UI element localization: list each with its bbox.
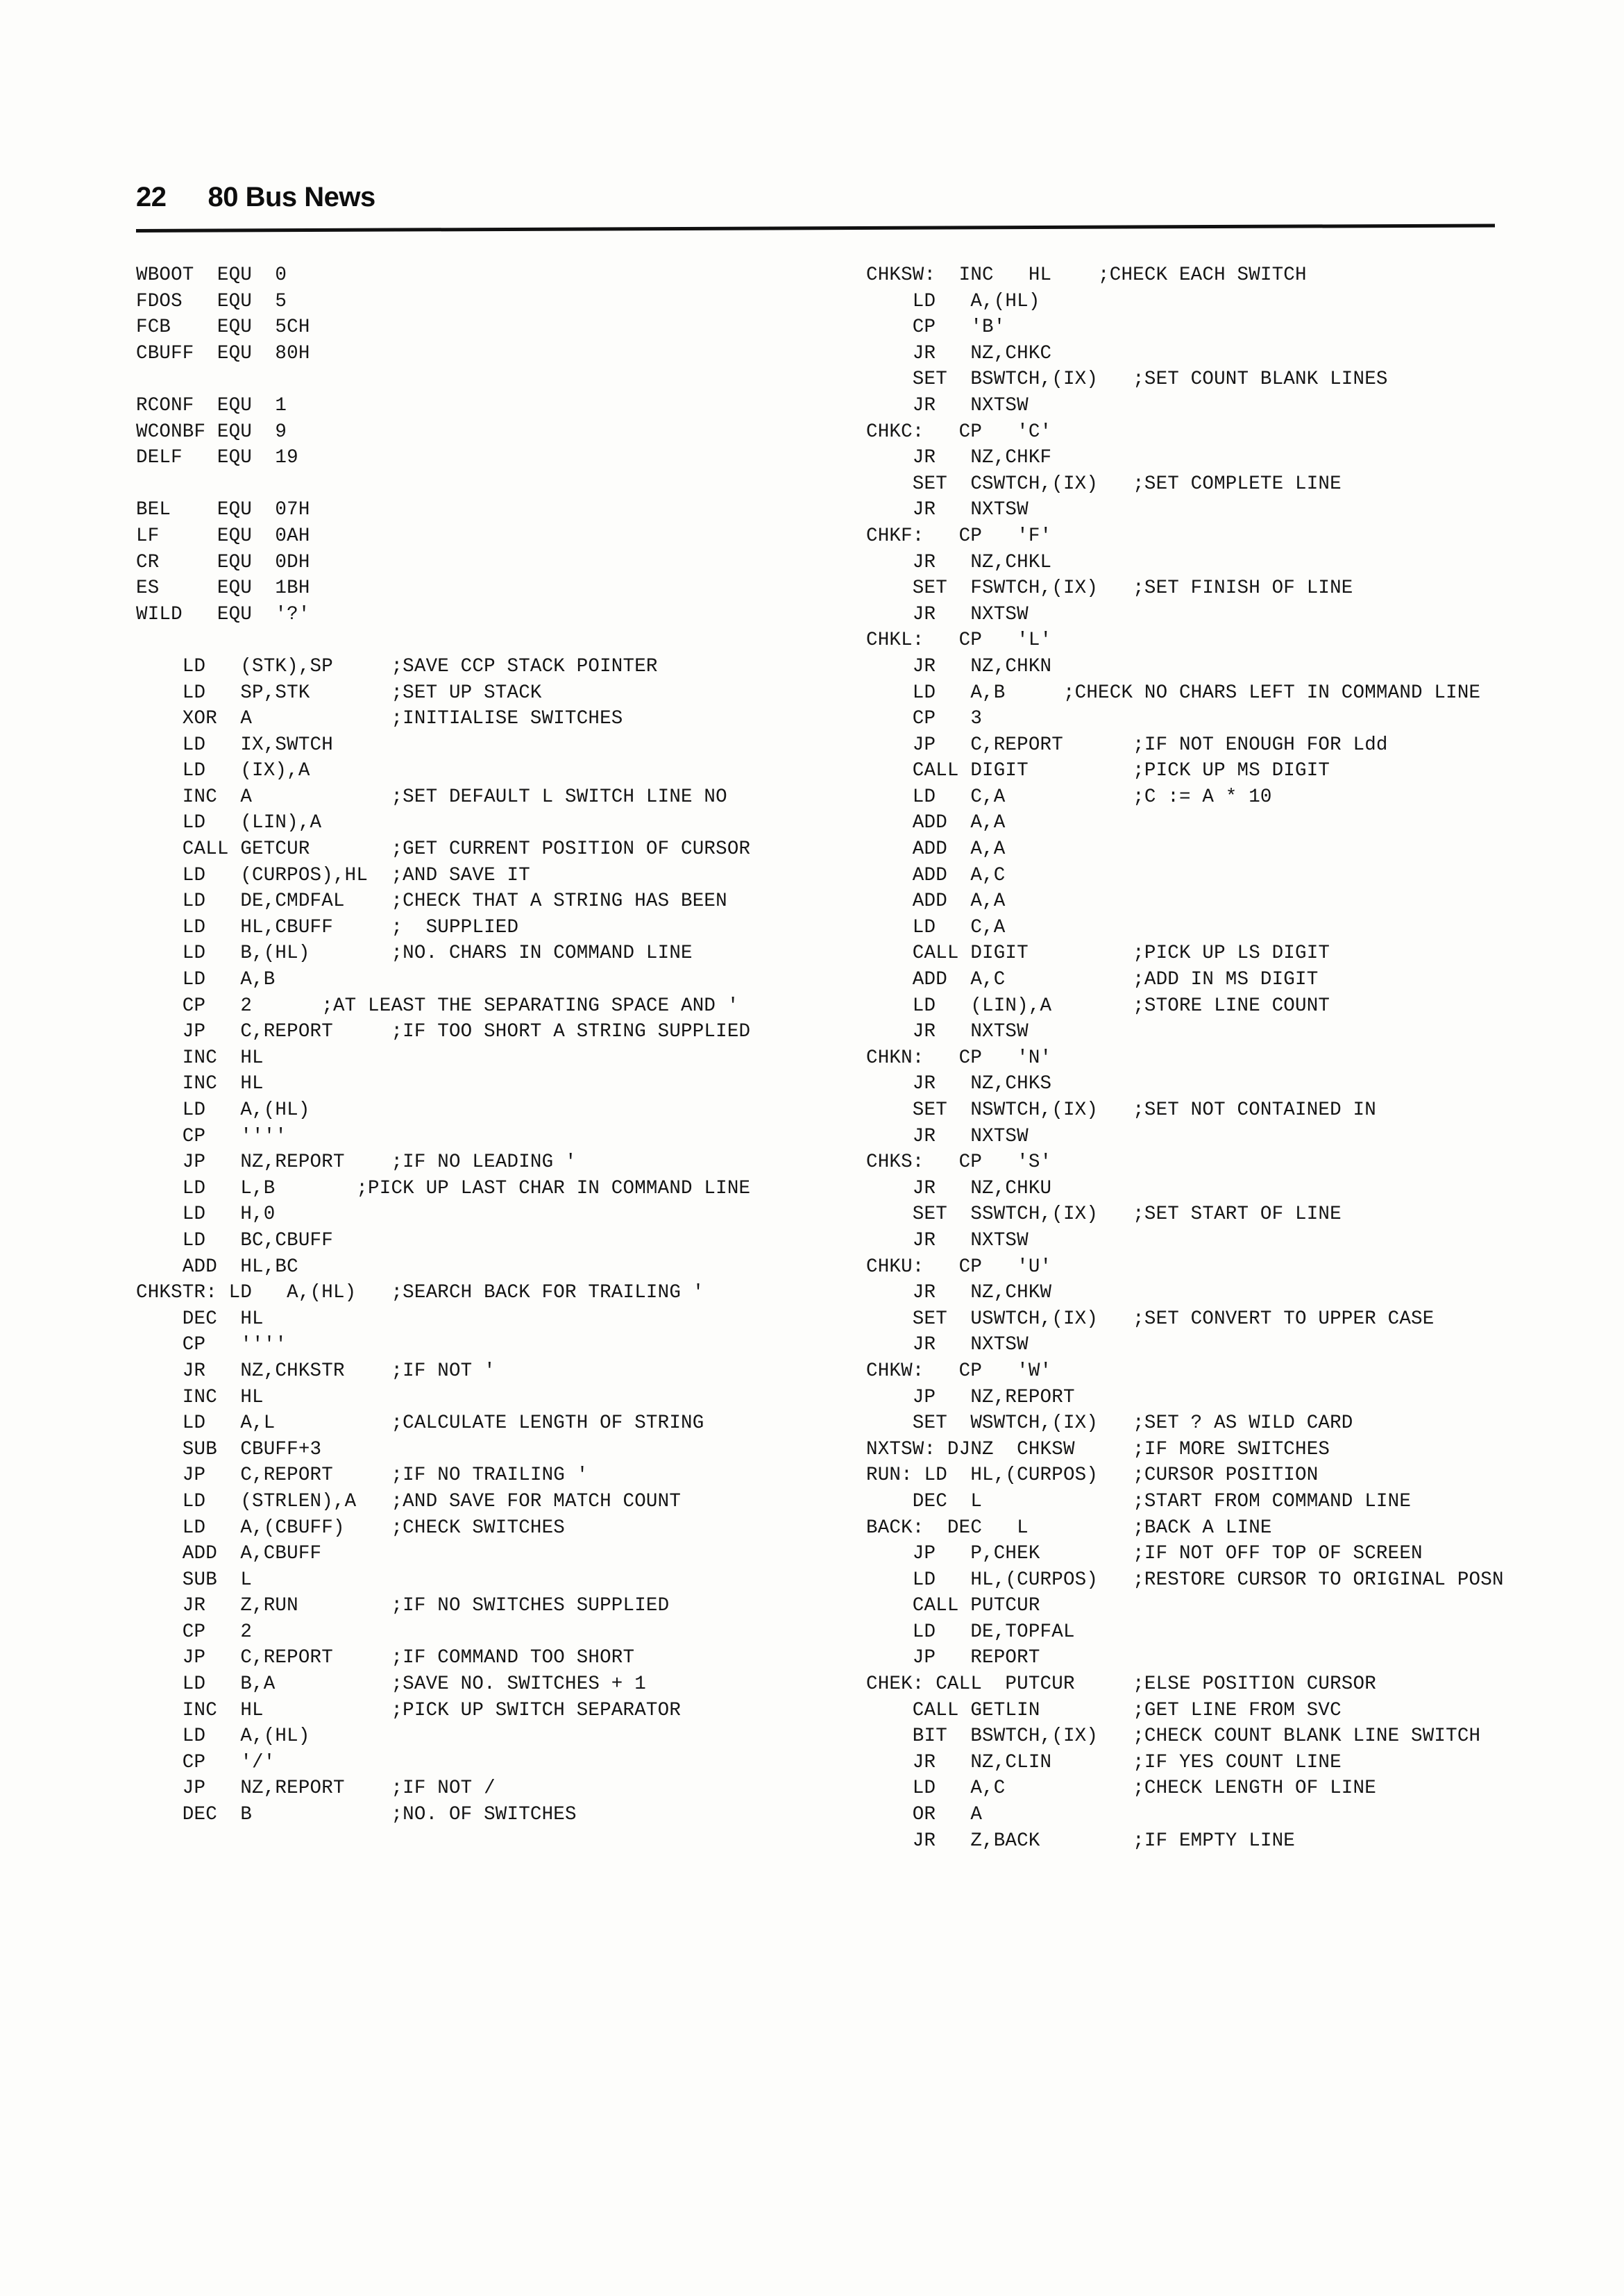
code-line: LD IX,SWTCH [136, 734, 333, 756]
code-line: JR NZ,CHKF [866, 447, 1052, 469]
code-line: JP P,CHEK ;IF NOT OFF TOP OF SCREEN [866, 1543, 1423, 1565]
code-line: LD (CURPOS),HL ;AND SAVE IT [136, 864, 530, 886]
code-line: ADD A,CBUFF [136, 1543, 322, 1565]
code-line: LD A,(CBUFF) ;CHECK SWITCHES [136, 1517, 565, 1539]
code-line: JP C,REPORT ;IF COMMAND TOO SHORT [136, 1647, 635, 1669]
code-line: LD HL,CBUFF ; SUPPLIED [136, 916, 519, 938]
code-line: LD B,(HL) ;NO. CHARS IN COMMAND LINE [136, 943, 693, 965]
code-line: JP C,REPORT ;IF TOO SHORT A STRING SUPPLIED [136, 1021, 751, 1043]
code-line: LD DE,CMDFAL ;CHECK THAT A STRING HAS BEEN [136, 890, 727, 913]
code-line: RUN: LD HL,(CURPOS) ;CURSOR POSITION [866, 1464, 1319, 1487]
code-line: CALL GETCUR ;GET CURRENT POSITION OF CURSOR [136, 838, 751, 861]
code-line: CP 3 [866, 708, 983, 730]
code-line: CHKSW: INC HL ;CHECK EACH SWITCH [866, 264, 1307, 286]
code-line: LD A,B [136, 969, 276, 991]
code-line: JR NXTSW [866, 603, 1029, 625]
code-line: SET FSWTCH,(IX) ;SET FINISH OF LINE [866, 577, 1353, 600]
code-line: CALL GETLIN ;GET LINE FROM SVC [866, 1699, 1342, 1721]
code-line: JR NZ,CHKL [866, 551, 1052, 573]
code-line: CHKF: CP 'F' [866, 525, 1052, 547]
code-column-right [866, 262, 1602, 1854]
code-line: CP '/' [136, 1751, 276, 1773]
code-line: LD A,C ;CHECK LENGTH OF LINE [866, 1778, 1376, 1800]
code-line: INC HL ;PICK UP SWITCH SEPARATOR [136, 1699, 682, 1721]
code-line: ADD HL,BC [136, 1256, 298, 1278]
code-line: ADD A,A [866, 890, 1006, 913]
code-line [136, 366, 851, 393]
code-line: JP C,REPORT ;IF NOT ENOUGH FOR Ldd [866, 734, 1388, 756]
code-column-left [136, 262, 851, 1828]
code-line: CP 'B' [866, 316, 1006, 339]
code-line: CALL PUTCUR [866, 1595, 1040, 1617]
code-line: SET BSWTCH,(IX) ;SET COUNT BLANK LINES [866, 369, 1388, 391]
code-line: JP REPORT [866, 1647, 1040, 1669]
code-line: RCONF EQU 1 [136, 394, 287, 416]
code-line: LD HL,(CURPOS) ;RESTORE CURSOR TO ORIGINAL POSN [866, 1569, 1504, 1591]
code-line: CHEK: CALL PUTCUR ;ELSE POSITION CURSOR [866, 1673, 1376, 1696]
code-line: JR NXTSW [866, 1229, 1029, 1251]
code-line: LD SP,STK ;SET UP STACK [136, 682, 542, 704]
code-line: LD BC,CBUFF [136, 1229, 333, 1251]
code-line: WBOOT EQU 0 [136, 264, 287, 286]
code-line: JR NXTSW [866, 1021, 1029, 1043]
code-line: LD A,B ;CHECK NO CHARS LEFT IN COMMAND LINE [866, 682, 1481, 704]
code-line: JR NXTSW [866, 394, 1029, 416]
code-line: DEC HL [136, 1308, 264, 1330]
code-line: LF EQU 0AH [136, 525, 310, 547]
code-line: BACK: DEC L ;BACK A LINE [866, 1517, 1272, 1539]
code-line: CHKW: CP 'W' [866, 1360, 1052, 1382]
code-line: SET USWTCH,(IX) ;SET CONVERT TO UPPER CASE [866, 1308, 1435, 1330]
code-line: DELF EQU 19 [136, 447, 298, 469]
code-line: JP NZ,REPORT [866, 1386, 1075, 1408]
code-line: SUB CBUFF+3 [136, 1438, 322, 1460]
code-line: XOR A ;INITIALISE SWITCHES [136, 708, 623, 730]
code-line: JP C,REPORT ;IF NO TRAILING ' [136, 1464, 589, 1487]
code-line: ADD A,A [866, 812, 1006, 834]
code-line: LD C,A ;C := A * 10 [866, 786, 1272, 808]
code-line: JR NXTSW [866, 1125, 1029, 1147]
code-line: INC HL [136, 1047, 264, 1069]
code-line: CHKL: CP 'L' [866, 630, 1052, 652]
code-line: DEC L ;START FROM COMMAND LINE [866, 1490, 1412, 1512]
code-line: JR NZ,CHKU [866, 1177, 1052, 1199]
code-line: FCB EQU 5CH [136, 316, 310, 339]
code-line: FDOS EQU 5 [136, 290, 287, 312]
code-line: CALL DIGIT ;PICK UP MS DIGIT [866, 760, 1330, 782]
code-line: JP NZ,REPORT ;IF NOT / [136, 1778, 496, 1800]
code-line: JR NZ,CHKN [866, 655, 1052, 677]
code-line: WILD EQU '?' [136, 603, 310, 625]
code-line: CR EQU 0DH [136, 551, 310, 573]
code-line: BEL EQU 07H [136, 499, 310, 521]
code-line: LD A,L ;CALCULATE LENGTH OF STRING [136, 1412, 704, 1435]
code-line: LD A,(HL) [136, 1725, 310, 1748]
code-line: CP '''' [136, 1125, 287, 1147]
code-line: ADD A,A [866, 838, 1006, 861]
code-line: CHKSTR: LD A,(HL) ;SEARCH BACK FOR TRAILING ' [136, 1282, 704, 1304]
code-line: LD (LIN),A ;STORE LINE COUNT [866, 995, 1330, 1017]
code-line: SET CSWTCH,(IX) ;SET COMPLETE LINE [866, 473, 1342, 495]
code-line: SUB L [136, 1569, 253, 1591]
code-line: CALL DIGIT ;PICK UP LS DIGIT [866, 943, 1330, 965]
code-line: INC A ;SET DEFAULT L SWITCH LINE NO [136, 786, 727, 808]
code-line: LD (STK),SP ;SAVE CCP STACK POINTER [136, 655, 658, 677]
code-line: LD (IX),A [136, 760, 310, 782]
code-line: ES EQU 1BH [136, 577, 310, 600]
code-line: CP 2 [136, 1621, 253, 1643]
code-line: DEC B ;NO. OF SWITCHES [136, 1804, 577, 1826]
code-line: LD L,B ;PICK UP LAST CHAR IN COMMAND LINE [136, 1177, 751, 1199]
code-line: JR NZ,CHKW [866, 1282, 1052, 1304]
code-line: INC HL [136, 1386, 264, 1408]
code-line: INC HL [136, 1073, 264, 1095]
code-line [136, 471, 851, 498]
code-line: CHKS: CP 'S' [866, 1151, 1052, 1174]
code-line: CHKC: CP 'C' [866, 421, 1052, 443]
header-rule [136, 223, 1495, 233]
code-line: LD (LIN),A [136, 812, 322, 834]
page-number: 22 [136, 182, 167, 212]
code-line: LD C,A [866, 916, 1006, 938]
code-line: ADD A,C ;ADD IN MS DIGIT [866, 969, 1319, 991]
code-line: JR NZ,CHKS [866, 1073, 1052, 1095]
code-line: LD DE,TOPFAL [866, 1621, 1075, 1643]
code-line: BIT BSWTCH,(IX) ;CHECK COUNT BLANK LINE SWITCH [866, 1725, 1481, 1748]
code-line: CBUFF EQU 80H [136, 342, 310, 364]
code-line: LD (STRLEN),A ;AND SAVE FOR MATCH COUNT [136, 1490, 682, 1512]
code-line: ADD A,C [866, 864, 1006, 886]
code-line: LD A,(HL) [866, 290, 1040, 312]
code-line: JR NZ,CLIN ;IF YES COUNT LINE [866, 1751, 1342, 1773]
code-line: LD H,0 [136, 1204, 276, 1226]
code-line: CHKN: CP 'N' [866, 1047, 1052, 1069]
code-line: JR NXTSW [866, 1334, 1029, 1356]
masthead-title: 80 Bus News [208, 182, 375, 212]
code-line: JR NZ,CHKSTR ;IF NOT ' [136, 1360, 496, 1382]
code-line [136, 627, 851, 654]
code-line: JR Z,BACK ;IF EMPTY LINE [866, 1830, 1295, 1852]
code-line: WCONBF EQU 9 [136, 421, 287, 443]
code-line: JR NXTSW [866, 499, 1029, 521]
code-line: LD A,(HL) [136, 1099, 310, 1121]
code-line: SET WSWTCH,(IX) ;SET ? AS WILD CARD [866, 1412, 1353, 1435]
header-title-row [136, 182, 1496, 213]
code-line: CP 2 ;AT LEAST THE SEPARATING SPACE AND ' [136, 995, 739, 1017]
code-line: JP NZ,REPORT ;IF NO LEADING ' [136, 1151, 577, 1174]
code-line: JR Z,RUN ;IF NO SWITCHES SUPPLIED [136, 1595, 670, 1617]
code-line: SET NSWTCH,(IX) ;SET NOT CONTAINED IN [866, 1099, 1376, 1121]
code-line: SET SSWTCH,(IX) ;SET START OF LINE [866, 1204, 1342, 1226]
page-header [136, 182, 1496, 246]
code-line: CP '''' [136, 1334, 287, 1356]
code-line: NXTSW: DJNZ CHKSW ;IF MORE SWITCHES [866, 1438, 1330, 1460]
code-line: JR NZ,CHKC [866, 342, 1052, 364]
code-line: OR A [866, 1804, 983, 1826]
code-line: LD B,A ;SAVE NO. SWITCHES + 1 [136, 1673, 646, 1696]
code-line: CHKU: CP 'U' [866, 1256, 1052, 1278]
